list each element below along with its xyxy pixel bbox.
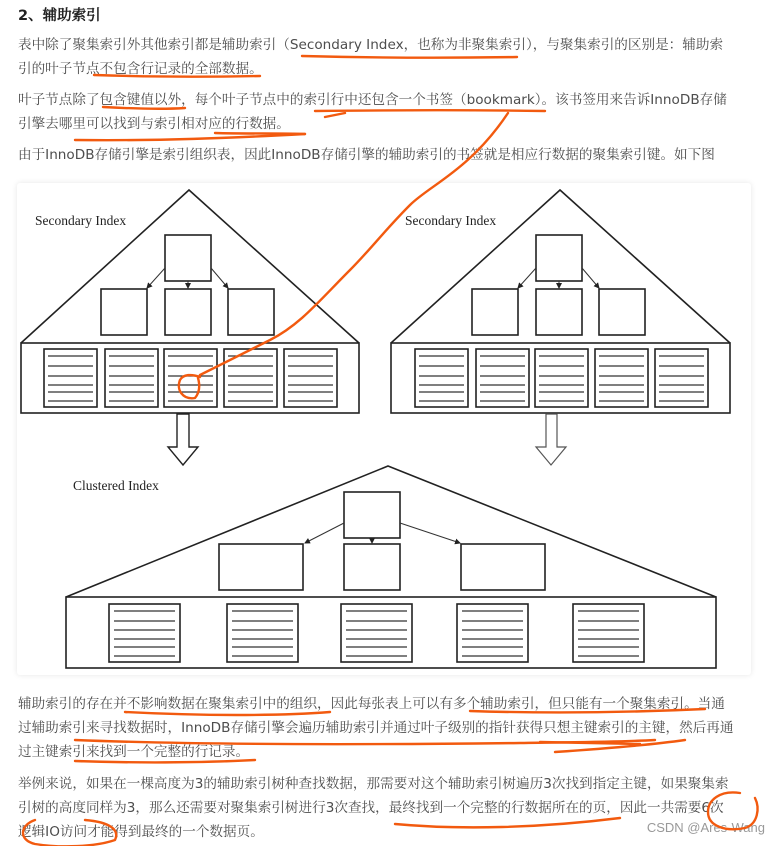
- arrow-right-down: [536, 414, 566, 465]
- paragraph-1: [18, 33, 756, 81]
- clustered-index-label: Clustered Index: [73, 478, 159, 493]
- secondary-index-tree-right: [391, 190, 730, 413]
- paragraph-3: [18, 143, 756, 167]
- paragraph-4: [18, 692, 756, 764]
- text-line: 引擎去哪里可以找到与索引相对应的行数据。: [18, 116, 290, 132]
- heading: 2、辅助索引: [18, 8, 101, 24]
- secondary-index-label-right: Secondary Index: [405, 213, 497, 228]
- secondary-index-label-left: Secondary Index: [35, 213, 127, 228]
- text-line: 过辅助索引来寻找数据时，InnoDB存储引擎会遍历辅助索引并通过叶子级别的指针获得只想主键索引的主键，然后再通: [18, 720, 734, 736]
- index-diagram: [17, 183, 751, 675]
- text-line: 辅助索引的存在并不影响数据在聚集索引中的组织，因此每张表上可以有多个辅助索引，但只能有一个聚集索引。当通: [18, 696, 725, 712]
- text-line: 过主键索引来找到一个完整的行记录。: [18, 744, 250, 760]
- text-line: 举例来说，如果在一棵高度为3的辅助索引树种查找数据，那需要对这个辅助索引树遍历3次找到指定主键，如果聚集索: [18, 776, 729, 792]
- text-line: 由于InnoDB存储引擎是索引组织表，因此InnoDB存储引擎的辅助索引的书签就是相应行数据的聚集索引键。如下图: [18, 147, 715, 163]
- text-line: 引树的高度同样为3，那么还需要对聚集索引树进行3次查找，最终找到一个完整的行数据所在的页，因此一共需要6次: [18, 800, 724, 816]
- arrow-left-down: [168, 414, 198, 465]
- index-diagram-figure: [17, 183, 751, 675]
- text-line: 表中除了聚集索引外其他索引都是辅助索引（Secondary Index，也称为非聚集索引），与聚集索引的区别是：辅助索: [18, 37, 724, 53]
- text-line: 逻辑IO访问才能得到最终的一个数据页。: [18, 824, 264, 840]
- watermark: CSDN @Ares-Wang: [646, 820, 765, 835]
- clustered-index-tree: [66, 466, 716, 668]
- paragraph-5: [18, 772, 756, 844]
- paragraph-2: [18, 88, 756, 136]
- text-line: 叶子节点除了包含键值以外，每个叶子节点中的索引行中还包含一个书签（bookmark）。该书签用来告诉InnoDB存储: [18, 92, 727, 108]
- secondary-index-tree-left: [21, 190, 359, 413]
- text-line: 引的叶子节点不包含行记录的全部数据。: [18, 61, 263, 77]
